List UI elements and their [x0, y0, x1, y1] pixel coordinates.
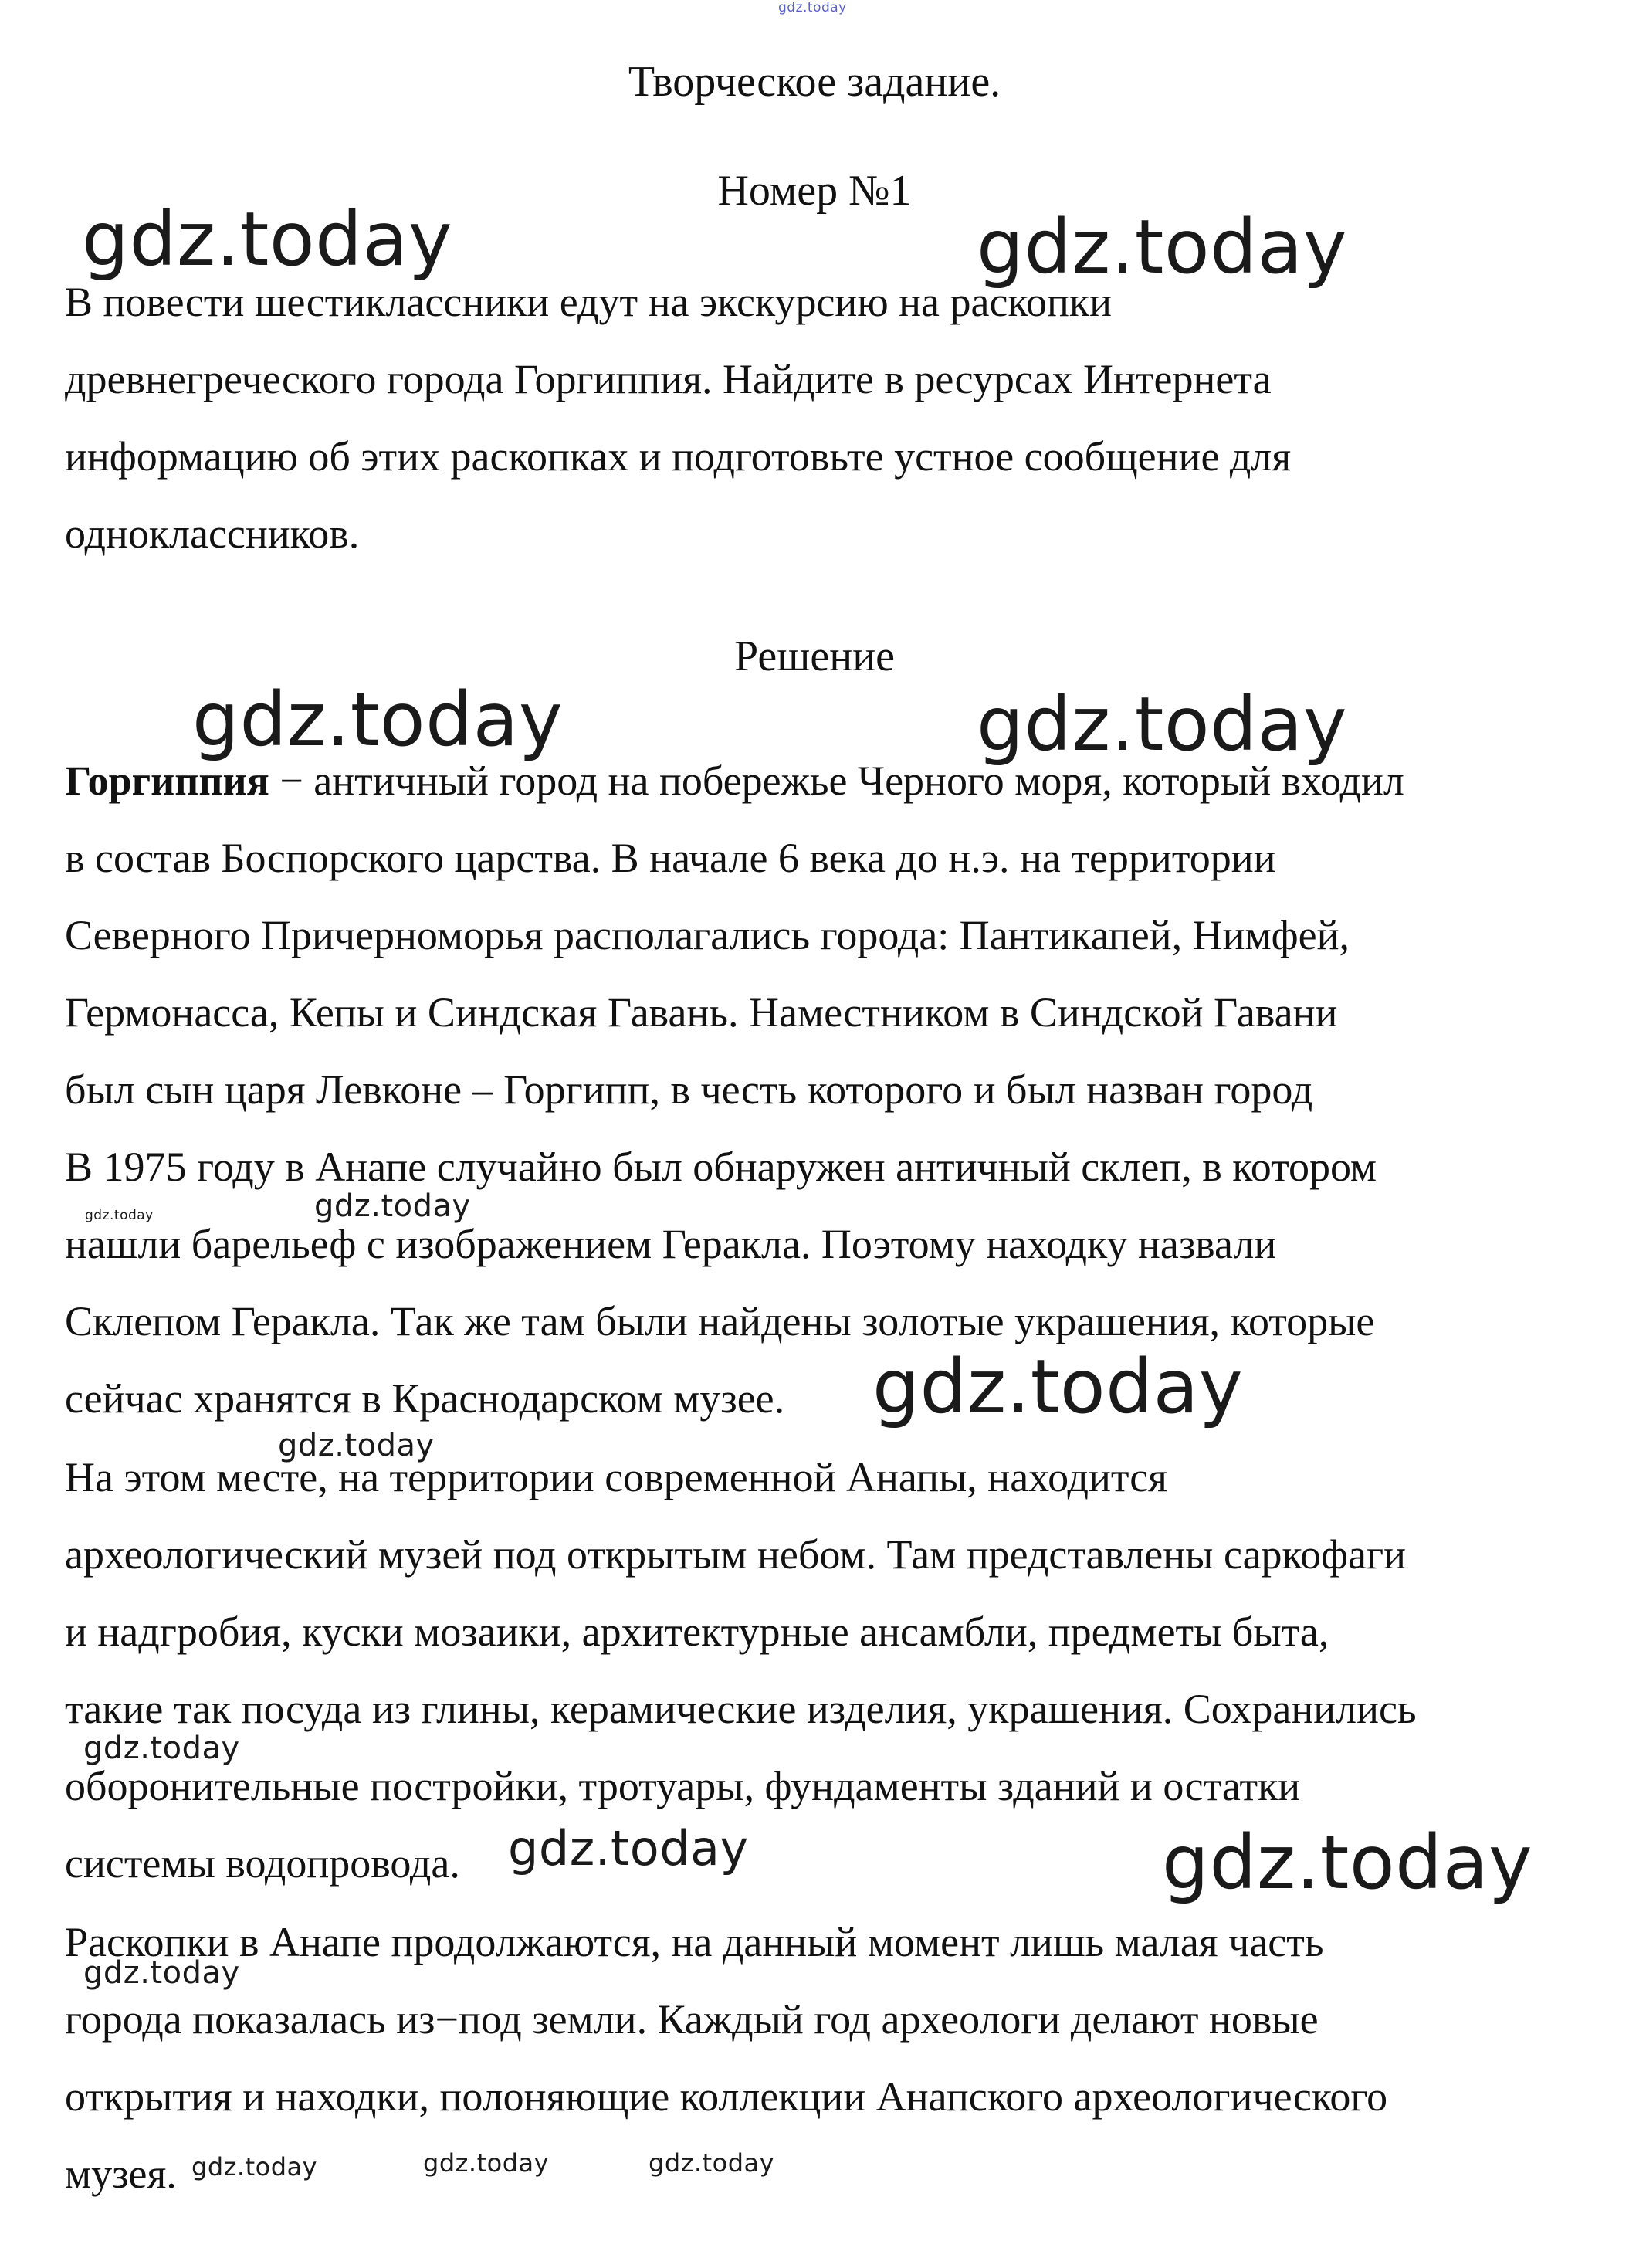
watermark: gdz.today: [85, 1208, 154, 1223]
solution-line: такие так посуда из глины, керамические изделия, украшения. Сохранились: [65, 1686, 1417, 1732]
solution-line: оборонительные постройки, тротуары, фундаменты зданий и остатки: [65, 1763, 1301, 1809]
solution-line: На этом месте, на территории современной Анапы, находится: [65, 1454, 1167, 1500]
watermark: gdz.today: [872, 1344, 1244, 1430]
task-line: одноклассников.: [65, 510, 360, 557]
watermark: gdz.today: [83, 1731, 240, 1766]
solution-line: Гермонасса, Кепы и Синдская Гавань. Наместником в Синдской Гавани: [65, 989, 1338, 1036]
watermark: gdz.today: [649, 2148, 775, 2178]
watermark: gdz.today: [977, 681, 1348, 768]
watermark: gdz.today: [192, 676, 564, 763]
solution-first-line-rest: − античный город на побережье Черного моря, который входил: [269, 758, 1404, 804]
solution-line: сейчас хранятся в Краснодарском музее.: [65, 1375, 785, 1422]
watermark: gdz.today: [423, 2148, 550, 2178]
solution-term: Горгиппия: [65, 758, 269, 804]
solution-line: и надгробия, куски мозаики, архитектурные ансамбли, предметы быта,: [65, 1609, 1329, 1655]
watermark: gdz.today: [977, 204, 1348, 290]
page-title: Творческое задание.: [628, 58, 1001, 106]
task-line: В повести шестиклассники едут на экскурсию на раскопки: [65, 279, 1112, 325]
solution-line: Северного Причерноморья располагались города: Пантикапей, Нимфей,: [65, 912, 1350, 958]
watermark-top: gdz.today: [778, 0, 847, 15]
solution-line: Раскопки в Анапе продолжаются, на данный момент лишь малая часть: [65, 1919, 1324, 1965]
solution-line: открытия и находки, полоняющие коллекции Анапского археологического: [65, 2073, 1388, 2120]
solution-line: был сын царя Левконе – Горгипп, в честь которого и был назван город: [65, 1066, 1313, 1113]
solution-line: в состав Боспорского царства. В начале 6 века до н.э. на территории: [65, 835, 1276, 881]
watermark: gdz.today: [508, 1820, 749, 1876]
watermark: gdz.today: [191, 2152, 318, 2182]
solution-line: города показалась из−под земли. Каждый год археологи делают новые: [65, 1996, 1319, 2043]
watermark: gdz.today: [82, 196, 453, 283]
solution-line: системы водопровода.: [65, 1840, 460, 1887]
task-line: информацию об этих раскопках и подготовьте устное сообщение для: [65, 433, 1292, 480]
watermark: gdz.today: [83, 1955, 240, 1991]
solution-line: Склепом Геракла. Так же там были найдены золотые украшения, которые: [65, 1298, 1375, 1344]
watermark: gdz.today: [278, 1428, 435, 1463]
solution-heading: Решение: [733, 632, 896, 680]
solution-line: нашли барельеф с изображением Геракла. Поэтому находку назвали: [65, 1221, 1277, 1267]
watermark: gdz.today: [1162, 1819, 1533, 1906]
solution-line: археологический музей под открытым небом. Там представлены саркофаги: [65, 1531, 1407, 1578]
task-number: Номер №1: [717, 167, 912, 215]
watermark: gdz.today: [314, 1188, 471, 1224]
task-line: древнегреческого города Горгиппия. Найдите в ресурсах Интернета: [65, 356, 1272, 402]
solution-line: В 1975 году в Анапе случайно был обнаружен античный склеп, в котором: [65, 1144, 1377, 1190]
solution-line: музея.: [65, 2151, 177, 2197]
